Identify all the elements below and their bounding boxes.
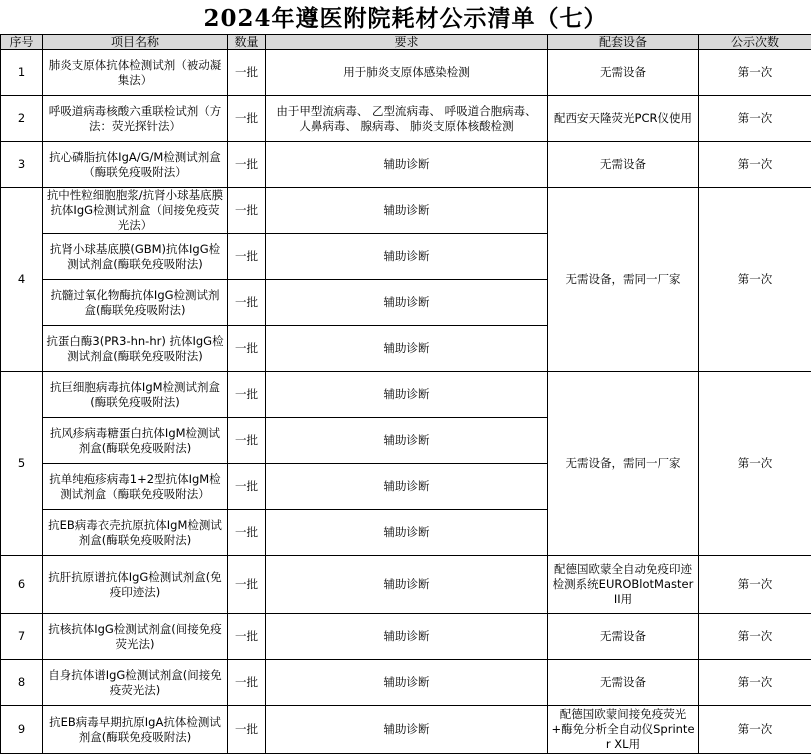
item-name: 自身抗体谱IgG检测试剂盒(间接免疫荧光法) — [43, 660, 228, 706]
quantity: 一批 — [228, 188, 266, 234]
row-number: 4 — [1, 188, 43, 372]
equipment: 配西安天隆荧光PCR仪使用 — [548, 96, 699, 142]
publicity-count: 第一次 — [699, 706, 811, 754]
table-row — [1, 188, 811, 234]
table-row — [1, 142, 811, 188]
row-number: 8 — [1, 660, 43, 706]
quantity: 一批 — [228, 614, 266, 660]
table-row — [1, 706, 811, 754]
row-number: 1 — [1, 50, 43, 96]
quantity: 一批 — [228, 510, 266, 556]
consumables-table — [0, 34, 811, 754]
requirement: 辅助诊断 — [266, 706, 548, 754]
item-name: 抗蛋白酶3(PR3-hn-hr) 抗体IgG检测试剂盒(酶联免疫吸附法) — [43, 326, 228, 372]
row-number: 7 — [1, 614, 43, 660]
quantity: 一批 — [228, 372, 266, 418]
publicity-count: 第一次 — [699, 614, 811, 660]
item-name: 抗中性粒细胞胞浆/抗肾小球基底膜抗体IgG检测试剂盒（间接免疫荧光法） — [43, 188, 228, 234]
header-cell: 项目名称 — [43, 35, 228, 50]
table-header-row — [1, 35, 811, 50]
item-name: 抗髓过氧化物酶抗体IgG检测试剂盒(酶联免疫吸附法) — [43, 280, 228, 326]
quantity: 一批 — [228, 280, 266, 326]
publicity-count: 第一次 — [699, 50, 811, 96]
table-row — [1, 614, 811, 660]
item-name: 呼吸道病毒核酸六重联检试剂（方法：荧光探针法） — [43, 96, 228, 142]
publicity-count: 第一次 — [699, 660, 811, 706]
header-cell: 公示次数 — [699, 35, 811, 50]
publicity-count: 第一次 — [699, 188, 811, 372]
quantity: 一批 — [228, 418, 266, 464]
quantity: 一批 — [228, 326, 266, 372]
quantity: 一批 — [228, 660, 266, 706]
item-name: 抗肝抗原谱抗体IgG检测试剂盒(免疫印迹法) — [43, 556, 228, 614]
publicity-count: 第一次 — [699, 142, 811, 188]
row-number: 5 — [1, 372, 43, 556]
header-cell: 序号 — [1, 35, 43, 50]
header-cell: 配套设备 — [548, 35, 699, 50]
requirement: 由于甲型流病毒、 乙型流病毒、 呼吸道合胞病毒、 人鼻病毒、 腺病毒、 肺炎支原体核酸检测 — [266, 96, 548, 142]
quantity: 一批 — [228, 464, 266, 510]
table-row — [1, 556, 811, 614]
item-name: 肺炎支原体抗体检测试剂（被动凝集法） — [43, 50, 228, 96]
table-row — [1, 372, 811, 418]
item-name: 抗巨细胞病毒抗体IgM检测试剂盒(酶联免疫吸附法) — [43, 372, 228, 418]
table-row — [1, 50, 811, 96]
equipment: 无需设备 — [548, 614, 699, 660]
requirement: 辅助诊断 — [266, 280, 548, 326]
publicity-count: 第一次 — [699, 372, 811, 556]
quantity: 一批 — [228, 234, 266, 280]
publicity-count: 第一次 — [699, 96, 811, 142]
requirement: 辅助诊断 — [266, 556, 548, 614]
item-name: 抗EB病毒早期抗原IgA抗体检测试剂盒(酶联免疫吸附法) — [43, 706, 228, 754]
row-number: 3 — [1, 142, 43, 188]
requirement: 辅助诊断 — [266, 510, 548, 556]
quantity: 一批 — [228, 50, 266, 96]
item-name: 抗核抗体IgG检测试剂盒(间接免疫荧光法) — [43, 614, 228, 660]
quantity: 一批 — [228, 96, 266, 142]
item-name: 抗EB病毒衣壳抗原抗体IgM检测试剂盒(酶联免疫吸附法) — [43, 510, 228, 556]
requirement: 辅助诊断 — [266, 418, 548, 464]
equipment: 配德国欧蒙间接免疫荧光+酶免分析全自动仪Sprinter XL用 — [548, 706, 699, 754]
item-name: 抗肾小球基底膜(GBM)抗体IgG检测试剂盒(酶联免疫吸附法) — [43, 234, 228, 280]
requirement: 辅助诊断 — [266, 614, 548, 660]
requirement: 辅助诊断 — [266, 142, 548, 188]
equipment: 无需设备 — [548, 660, 699, 706]
requirement: 用于肺炎支原体感染检测 — [266, 50, 548, 96]
equipment: 无需设备 — [548, 142, 699, 188]
requirement: 辅助诊断 — [266, 464, 548, 510]
row-number: 6 — [1, 556, 43, 614]
publicity-count: 第一次 — [699, 556, 811, 614]
quantity: 一批 — [228, 556, 266, 614]
row-number: 2 — [1, 96, 43, 142]
item-name: 抗风疹病毒糖蛋白抗体IgM检测试剂盒(酶联免疫吸附法) — [43, 418, 228, 464]
page-title: 2024年遵医附院耗材公示清单（七） — [203, 5, 608, 32]
requirement: 辅助诊断 — [266, 234, 548, 280]
row-number: 9 — [1, 706, 43, 754]
item-name: 抗心磷脂抗体IgA/G/M检测试剂盒（酶联免疫吸附法） — [43, 142, 228, 188]
equipment: 无需设备，需同一厂家 — [548, 372, 699, 556]
requirement: 辅助诊断 — [266, 660, 548, 706]
header-cell: 数量 — [228, 35, 266, 50]
requirement: 辅助诊断 — [266, 188, 548, 234]
table-row — [1, 660, 811, 706]
quantity: 一批 — [228, 706, 266, 754]
equipment: 配德国欧蒙全自动免疫印迹检测系统EUROBlotMaster II用 — [548, 556, 699, 614]
equipment: 无需设备 — [548, 50, 699, 96]
requirement: 辅助诊断 — [266, 372, 548, 418]
requirement: 辅助诊断 — [266, 326, 548, 372]
header-cell: 要求 — [266, 35, 548, 50]
equipment: 无需设备，需同一厂家 — [548, 188, 699, 372]
item-name: 抗单纯疱疹病毒1+2型抗体IgM检测试剂盒（酶联免疫吸附法） — [43, 464, 228, 510]
quantity: 一批 — [228, 142, 266, 188]
table-row — [1, 96, 811, 142]
